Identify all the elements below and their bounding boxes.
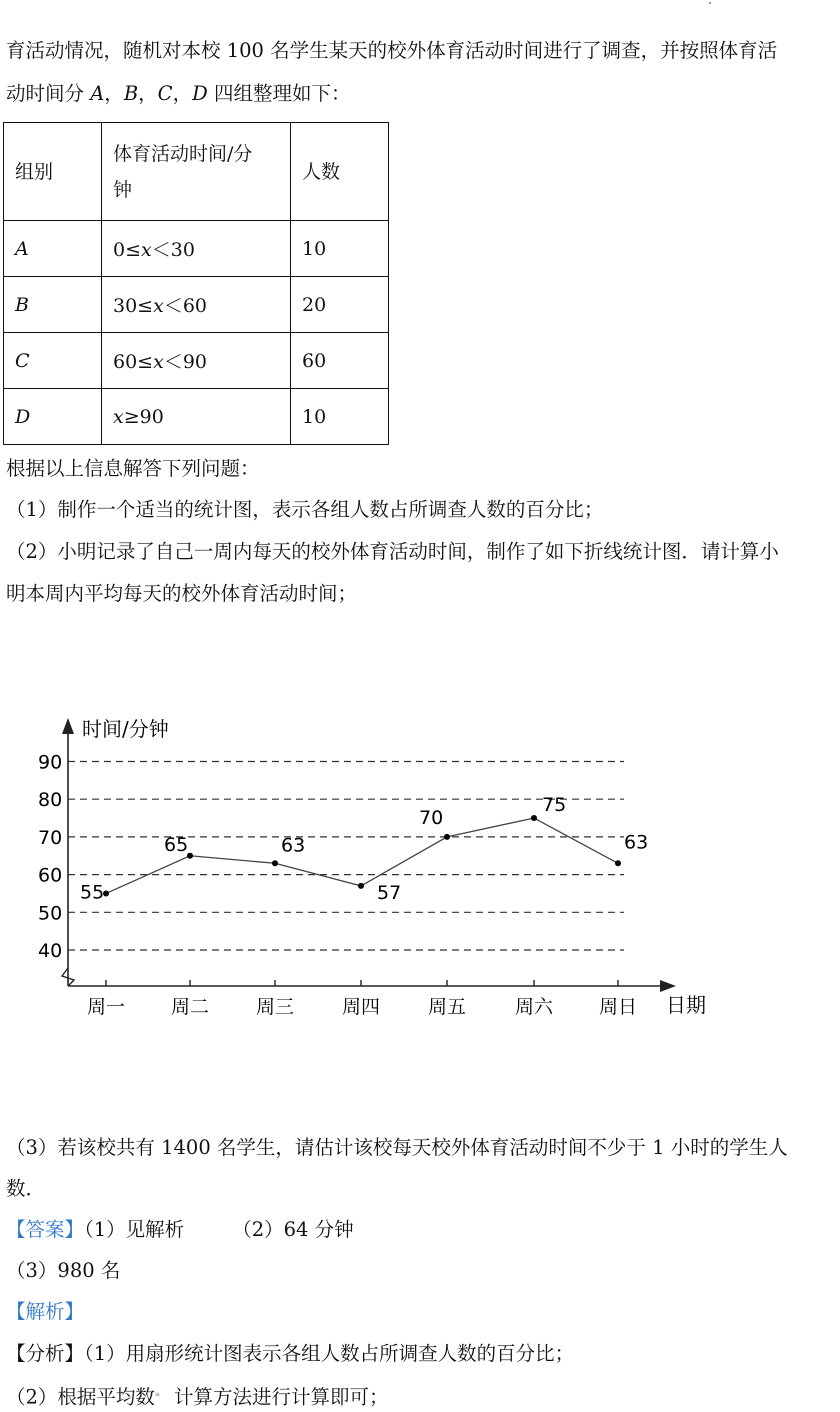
x-tick-label: 周四 <box>341 996 381 1018</box>
x-axis-arrow <box>660 980 676 992</box>
analysis-tag: 【解析】 <box>6 1300 85 1323</box>
row-range: 0≤x＜30 <box>102 221 291 277</box>
data-label: 75 <box>542 794 567 817</box>
x-tick-label: 周六 <box>514 996 554 1018</box>
x-tick-label: 周五 <box>427 996 467 1018</box>
analysis-line-2: （2）根据平均数≡ 计算方法进行计算即可； <box>6 1385 389 1409</box>
data-label: 63 <box>624 831 649 854</box>
row-count: 10 <box>291 221 389 277</box>
question-2-line-1: （2）小明记录了自己一周内每天的校外体育活动时间，制作了如下折线统计图．请计算小 <box>6 540 779 563</box>
data-label: 70 <box>419 806 444 829</box>
group-d-inline: D <box>192 82 208 105</box>
y-tick-label: 50 <box>38 902 63 925</box>
table-row <box>4 389 389 445</box>
chart-series <box>80 794 648 904</box>
header-time: 体育活动时间/分 钟 <box>102 123 291 221</box>
table-row <box>4 333 389 389</box>
answer-1: （1）见解析 <box>84 1218 185 1241</box>
question-3-line-2: 数． <box>6 1177 46 1200</box>
questions-lead: 根据以上信息解答下列问题： <box>6 457 260 480</box>
table-header-row <box>4 123 389 221</box>
survey-table <box>3 122 389 445</box>
row-range: 30≤x＜60 <box>102 277 291 333</box>
stray-dot <box>709 2 711 4</box>
group-c-inline: C <box>157 82 173 105</box>
row-range: x≥90 <box>102 389 291 445</box>
data-label: 55 <box>80 881 105 904</box>
data-point <box>444 834 450 840</box>
x-tick-label: 周三 <box>255 996 295 1018</box>
x-tick-label: 周二 <box>170 996 210 1018</box>
group-b-inline: B <box>123 82 139 105</box>
table-row <box>4 277 389 333</box>
intro-line-1: 育活动情况，随机对本校 100 名学生某天的校外体育活动时间进行了调查，并按照体育活 <box>6 39 778 62</box>
answer-3: （3）980 名 <box>6 1259 121 1282</box>
fenxi-tag: 【分析】 <box>6 1342 85 1365</box>
row-count: 20 <box>291 277 389 333</box>
row-group: A <box>4 221 102 277</box>
data-point <box>531 815 537 821</box>
group-a-inline: A <box>90 82 105 105</box>
y-axis-title: 时间/分钟 <box>82 717 169 741</box>
y-axis-arrow <box>62 718 74 734</box>
header-group: 组别 <box>4 123 102 221</box>
question-3-line-1: （3）若该校共有 1400 名学生，请估计该校每天校外体育活动时间不少于 1 小时的学生人 <box>6 1136 788 1159</box>
table-row <box>4 221 389 277</box>
x-tick-label: 周一 <box>86 996 126 1018</box>
header-count: 人数 <box>291 123 389 221</box>
data-label: 57 <box>377 881 402 904</box>
question-1: （1）制作一个适当的统计图，表示各组人数占所调查人数的百分比； <box>6 498 604 521</box>
x-tick-label: 周日 <box>598 996 638 1018</box>
y-tick-label: 60 <box>38 864 63 887</box>
row-group: B <box>4 277 102 333</box>
answer-tag: 【答案】 <box>6 1218 85 1241</box>
data-label: 65 <box>164 833 189 856</box>
data-point <box>358 883 364 889</box>
row-group: D <box>4 389 102 445</box>
row-range: 60≤x＜90 <box>102 333 291 389</box>
row-group: C <box>4 333 102 389</box>
chart-gridlines <box>68 762 624 951</box>
answer-2: （2）64 分钟 <box>232 1218 354 1241</box>
row-count: 10 <box>291 389 389 445</box>
question-2-line-2: 明本周内平均每天的校外体育活动时间； <box>6 582 358 605</box>
data-point <box>272 860 278 866</box>
line-chart <box>0 700 840 1040</box>
x-axis-title: 日期 <box>666 993 706 1017</box>
series-line <box>106 818 618 893</box>
analysis-line-1: 【分析】（1）用扇形统计图表示各组人数占所调查人数的百分比； <box>6 1342 575 1365</box>
intro-line-2: 动时间分 A，B，C，D 四组整理如下： <box>6 82 351 105</box>
row-count: 60 <box>291 333 389 389</box>
data-label: 63 <box>281 834 306 857</box>
y-tick-label: 40 <box>38 940 63 962</box>
answer-line-1 <box>6 1216 354 1244</box>
data-point <box>615 860 621 866</box>
y-tick-label: 80 <box>38 789 63 812</box>
y-tick-labels <box>38 752 62 963</box>
y-tick-label: 70 <box>38 826 63 849</box>
y-tick-label: 90 <box>38 751 63 774</box>
